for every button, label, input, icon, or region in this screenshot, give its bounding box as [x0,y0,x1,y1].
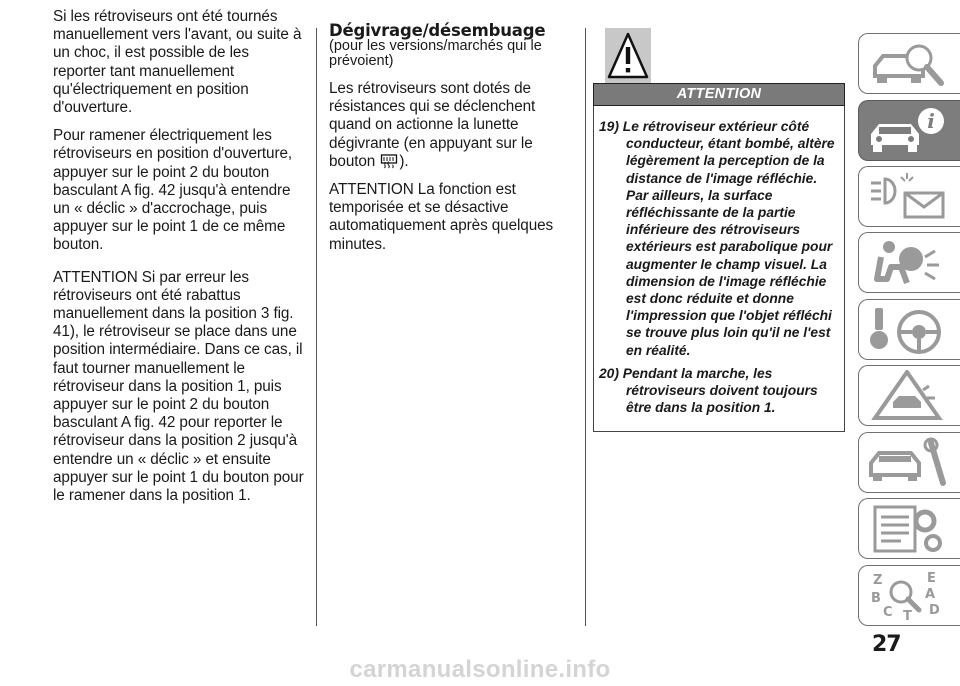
tab-car-info[interactable] [858,100,960,161]
col1-paragraph-3: ATTENTION Si par erreur les rétroviseurs ont été rabattus manuellement dans la position 3 fig. 41), le rétroviseur se place dans une position intermédiaire. Dans ce cas, il faut tourner manuellement le rétroviseur dans la position 1, puis appuyer sur le point 2 du bouton basculant A fig. 42 pour reporter le rétroviseur dans la position 2 jusqu'à entendre un « déclic » et ensuite appuyer sur le point 1 du bouton pour le ramener dans la position 1. [53,268,304,505]
car-info-icon [867,105,957,157]
section-subheading: (pour les versions/marchés qui le prévoient) [329,38,542,69]
key-steering-wheel-icon [867,304,957,356]
alphabet-index-icon [867,570,957,622]
index-letter: B [871,591,881,606]
tab-index[interactable] [858,565,960,626]
column-1 [53,8,305,515]
section-heading: Dégivrage/désembuage [329,21,546,40]
tab-car-dashboard[interactable] [858,33,960,94]
car-wrench-icon [867,437,957,489]
tab-specifications[interactable] [858,498,960,559]
watermark: carmanualsonline.info [349,656,611,683]
specifications-gear-icon [867,503,957,555]
index-letter: C [883,605,893,620]
attention-title: ATTENTION [593,83,845,106]
tab-lights-messages[interactable] [858,166,960,227]
attention-box [593,106,845,432]
column-2 [329,8,579,264]
index-letter: E [927,571,936,586]
warning-header [593,8,845,83]
tab-safety[interactable] [858,232,960,293]
page-number: 27 [872,632,901,657]
attention-item-20: 20) Pendant la marche, les rétroviseurs doivent toujours être dans la position 1. [599,365,818,416]
index-letter: A [925,587,936,602]
index-letter: T [903,609,912,622]
airbag-passenger-icon [867,237,957,289]
car-dashboard-search-icon [867,38,957,90]
tab-starting-driving[interactable] [858,299,960,360]
light-envelope-icon [867,171,957,223]
warning-triangle-icon [605,28,651,83]
col2-paragraph-1: Les rétroviseurs sont dotés de résistances qui se déclenchent quand on actionne la lunette dégivrante (en appuyant sur le bouton ). [329,80,536,170]
warning-road-icon [867,370,957,422]
svg-text:i: i [927,109,935,133]
column-divider-1 [316,28,317,626]
index-letter: D [929,603,940,618]
index-letter: Z [873,573,883,588]
tab-emergency[interactable] [858,365,960,426]
col2-paragraph-2: ATTENTION La fonction est temporisée et se désactive automatiquement après quelques minutes. [329,181,554,253]
col1-paragraph-1: Si les rétroviseurs ont été tournés manuellement vers l'avant, ou suite à un choc, il est possible de les reporter tant manuellement qu'électriquement en position d'ouverture. [53,8,302,117]
attention-item-19: 19) Le rétroviseur extérieur côté conducteur, étant bombé, altère légèrement la perception de la distance de l'image réfléchie. Par ailleurs, la surface réfléchissante de la partie inférieure des rétroviseurs extérieurs est parabolique pour augmenter le champ visuel. La dimension de l'image réfléchie est donc réduite et donne l'impression que l'objet réfléchi se trouve plus loin qu'il ne l'est en réalité. [599,119,835,358]
tab-maintenance[interactable] [858,432,960,493]
col1-paragraph-2: Pour ramener électriquement les rétroviseurs en position d'ouverture, appuyer sur le point 2 du bouton basculant A fig. 42 jusqu'à entendre un « déclic » d'accrochage, puis appuyer sur le point 1 de ce même bouton. [53,127,292,254]
rear-defrost-icon [380,154,398,169]
column-divider-2 [585,28,586,626]
column-3 [593,8,845,432]
